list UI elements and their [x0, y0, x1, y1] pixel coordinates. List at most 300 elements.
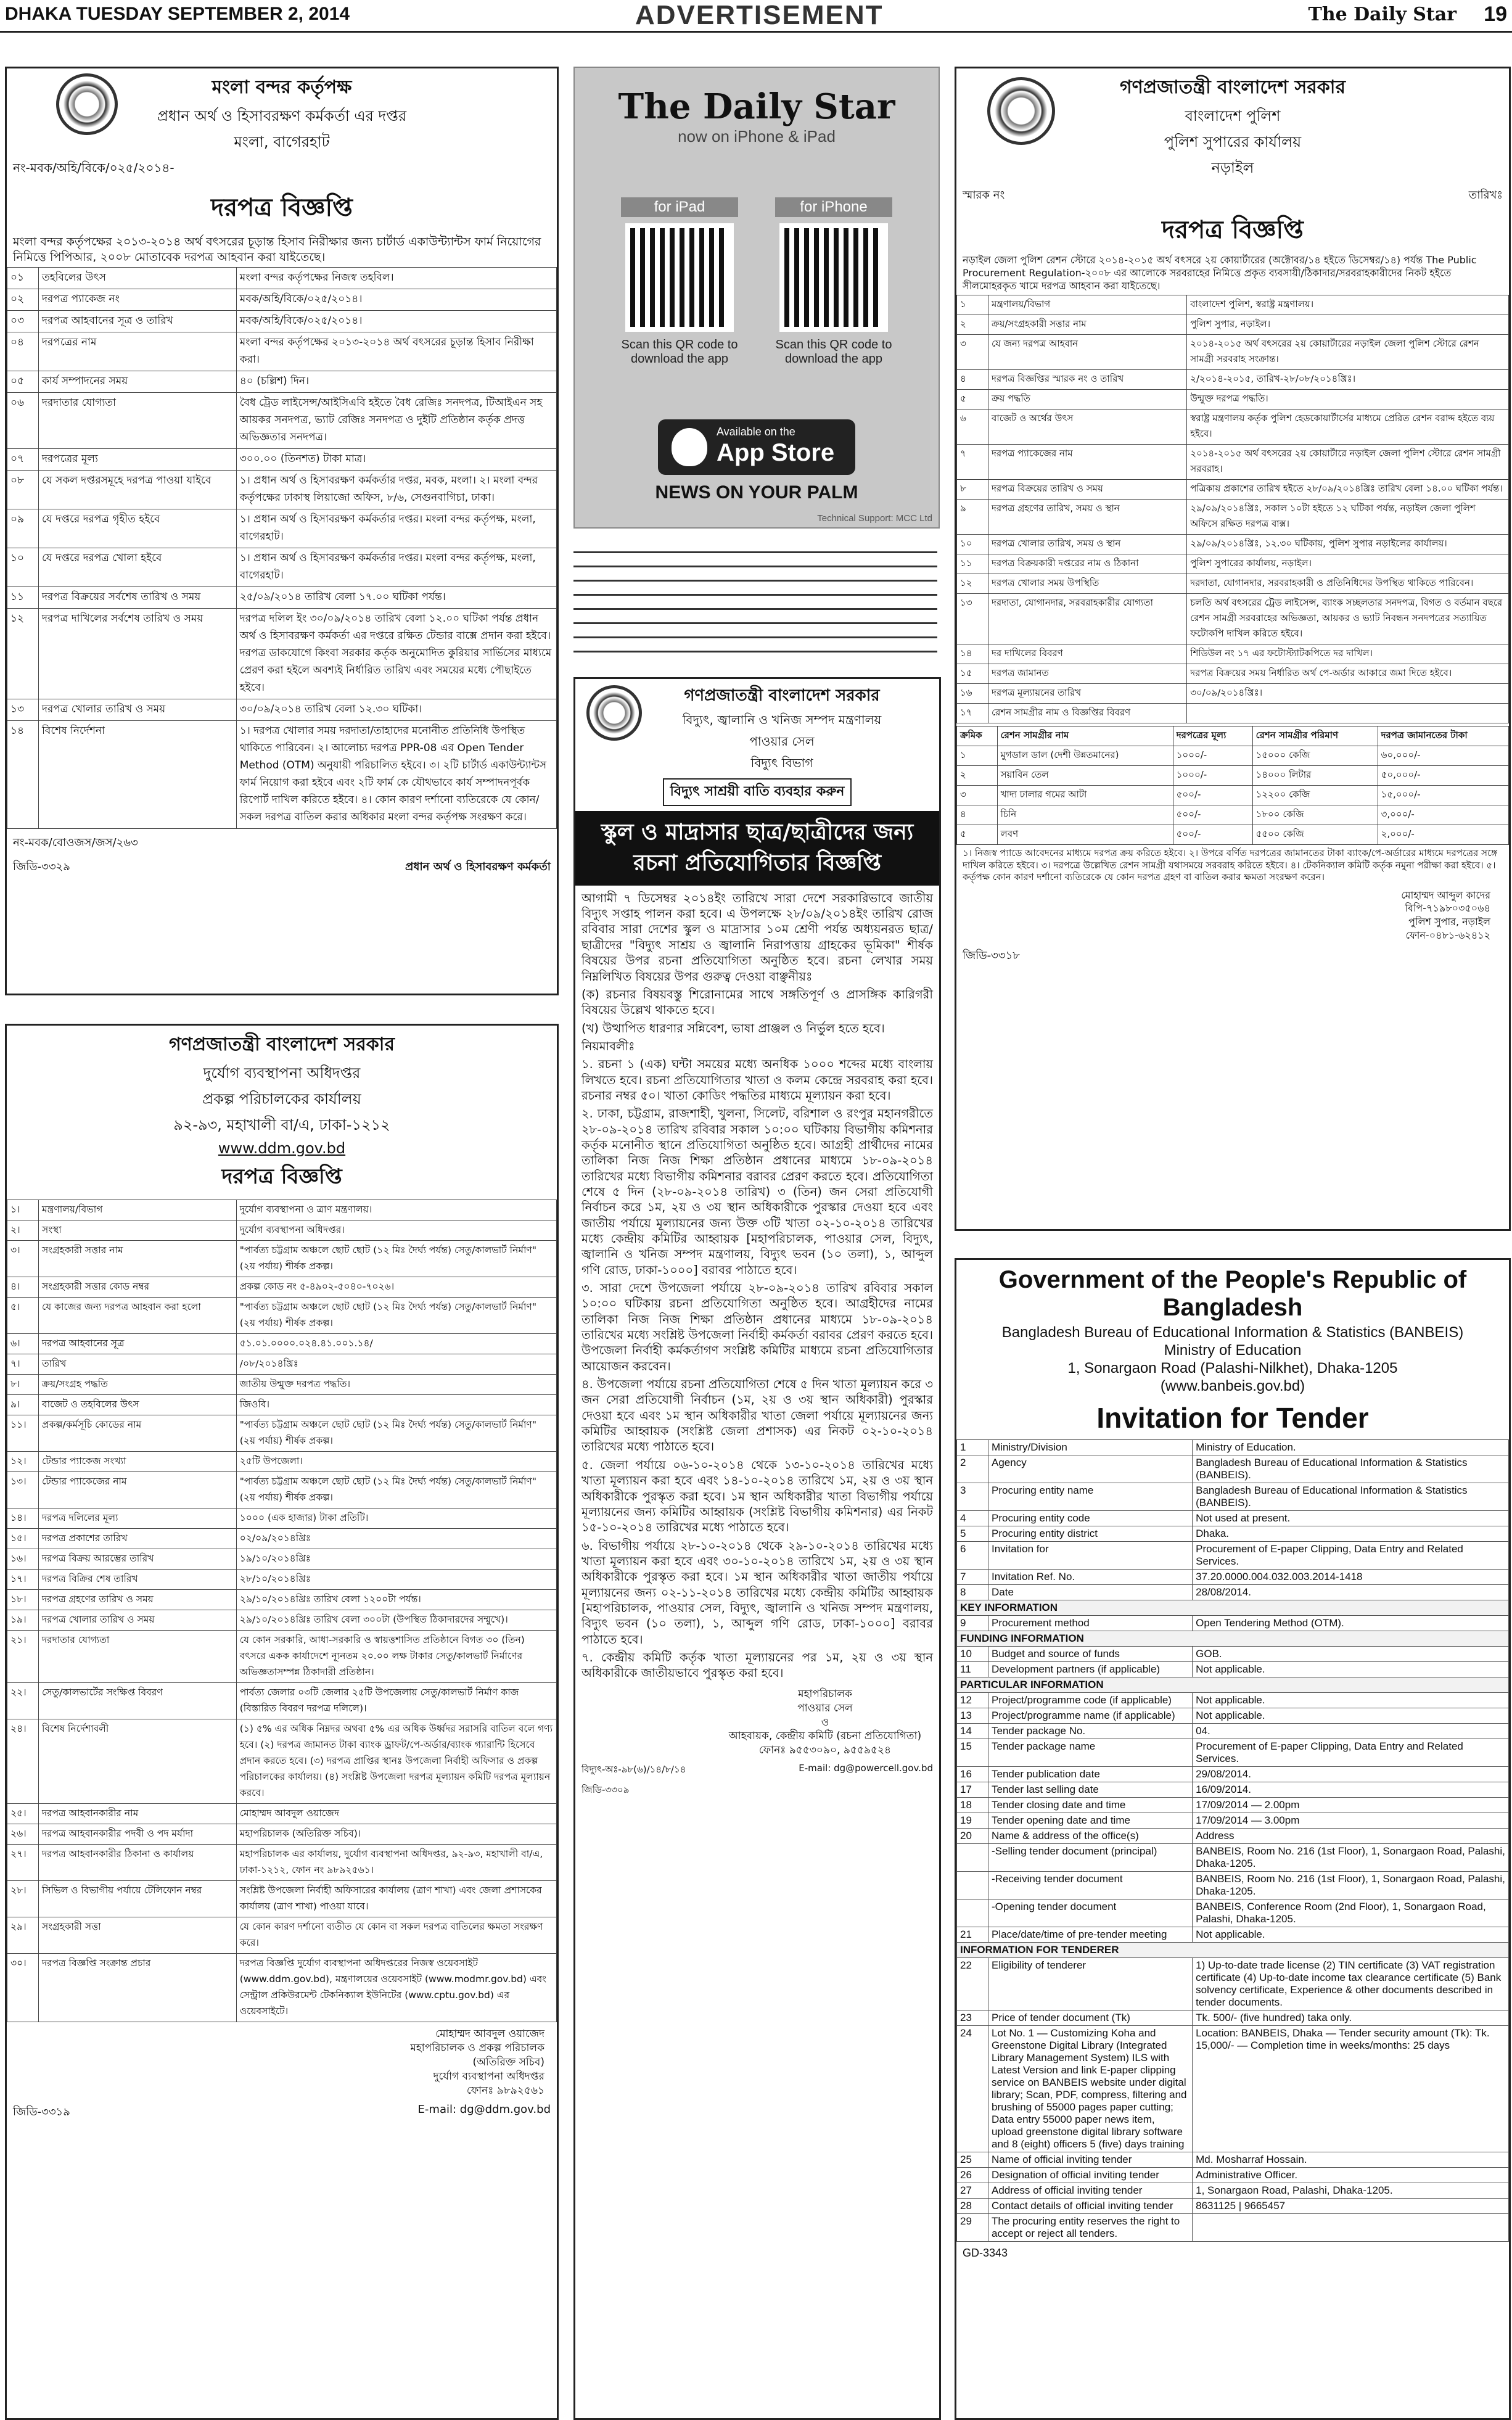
- items-row: [957, 766, 1509, 786]
- row-number: 3: [957, 1483, 988, 1511]
- table-row: [957, 390, 1509, 410]
- police-date: তারিখঃ: [1468, 189, 1503, 202]
- row-number: ৫।: [7, 1298, 39, 1334]
- row-number: 4: [957, 1511, 988, 1526]
- govt-seal-icon: [586, 685, 642, 741]
- items-cell: সয়াবিন তেল: [997, 766, 1173, 786]
- row-value: 37.20.0000.004.032.003.2014-1418: [1193, 1570, 1509, 1585]
- row-value: পুলিশ সুপার, নড়াইল।: [1187, 315, 1509, 335]
- row-label: দরদাতার যোগ্যতা: [39, 1631, 237, 1683]
- row-value: দরদাতা, যোগানদার, সরবরাহকারী ও প্রতিনিধিদের উপস্থিত থাকিতে পারিবেন।: [1187, 574, 1509, 594]
- police-tender-ad: [955, 67, 1511, 1231]
- row-label: সংগ্রহকারী সত্তার নাম: [39, 1241, 237, 1277]
- mongla-heading: দরপত্র বিজ্ঞপ্তি: [211, 194, 353, 222]
- iphone-qr-block: [775, 197, 892, 407]
- row-label: Tender opening date and time: [988, 1813, 1193, 1829]
- row-label: Invitation for: [988, 1542, 1193, 1570]
- row-label: বাজেট ও তহবিলের উৎস: [39, 1395, 237, 1415]
- banbeis-table: [956, 1439, 1509, 2242]
- row-number: 26: [957, 2168, 988, 2183]
- ddm-sign-desig: মহাপরিচালক ও প্রকল্প পরিচালক: [410, 2041, 544, 2054]
- table-row: [7, 587, 557, 609]
- row-value: BANBEIS, Conference Room (2nd Floor), 1, Sonargaon Road, Palashi, Dhaka-1205.: [1193, 1899, 1509, 1927]
- police-sign-phone: ফোন-০৪৮১-৬২৪১২: [1405, 929, 1490, 941]
- table-row: [7, 1220, 557, 1241]
- table-row: [957, 574, 1509, 594]
- row-number: ০৬: [7, 393, 39, 449]
- row-number: 2: [957, 1455, 988, 1483]
- table-row: [7, 509, 557, 548]
- section-header: KEY INFORMATION: [957, 1600, 1509, 1616]
- table-row: [7, 1472, 557, 1508]
- ipad-qr-block: [621, 197, 738, 407]
- row-number: ২৯।: [7, 1917, 39, 1954]
- row-number: 22: [957, 1958, 988, 2010]
- row-label: Name of official inviting tender: [988, 2152, 1193, 2168]
- row-value: দরপত্র বিক্রয়ের সময় নির্ধারিত অর্থ পে-অর্ডার আকারে জমা দিতে হইবে।: [1187, 664, 1509, 684]
- table-row: [957, 1677, 1509, 1693]
- row-value: Location: BANBEIS, Dhaka — Tender security amount (Tk): Tk. 15,000/- — Completion time in weeks/months: 25 days: [1193, 2026, 1509, 2152]
- row-number: [957, 1872, 988, 1899]
- table-row: [7, 1917, 557, 1954]
- row-label: দরপত্র গ্রহণের তারিখ ও সময়: [39, 1590, 237, 1610]
- row-number: 9: [957, 1616, 988, 1631]
- row-value: Not applicable.: [1193, 1927, 1509, 1943]
- mongla-table: [7, 267, 557, 829]
- row-number: ২: [957, 315, 988, 335]
- power-sign-1: মহাপরিচালক: [798, 1687, 852, 1700]
- row-number: ১৭: [957, 704, 988, 723]
- table-row: [957, 1782, 1509, 1798]
- table-row: [957, 370, 1509, 390]
- mongla-location: মংলা, বাগেরহাট: [234, 133, 330, 150]
- power-title: গণপ্রজাতন্ত্রী বাংলাদেশ সরকার: [684, 686, 880, 705]
- ddm-sign-rank: (অতিরিক্ত সচিব): [472, 2056, 544, 2068]
- row-label: Tender last selling date: [988, 1782, 1193, 1798]
- police-ref: স্মারক নং: [963, 189, 1005, 202]
- row-number: 25: [957, 2152, 988, 2168]
- row-number: ১২: [7, 609, 39, 699]
- row-value: উন্মুক্ত দরপত্র পদ্ধতি।: [1187, 390, 1509, 410]
- ddm-sub3: ৯২-৯৩, মহাখালী বা/এ, ঢাকা-১২১২: [173, 1116, 390, 1134]
- row-label: Date: [988, 1585, 1193, 1600]
- table-row: [7, 1590, 557, 1610]
- row-value: GOB.: [1193, 1647, 1509, 1662]
- section-header: FUNDING INFORMATION: [957, 1631, 1509, 1647]
- row-value: Tk. 500/- (five hundred) taka only.: [1193, 2010, 1509, 2026]
- row-value: ২৯/০৯/২০১৪খ্রিঃ, সকাল ১০টা হইতে ১২ ঘটিকা পর্যন্ত, নড়াইল জেলা পুলিশ অফিসে রক্ষিত দরপত্র বাক্স।: [1187, 500, 1509, 535]
- row-value: ২৫টি উপজেলা।: [236, 1452, 556, 1472]
- ration-items-table: [956, 726, 1509, 845]
- police-heading: দরপত্র বিজ্ঞপ্তি: [1162, 216, 1304, 244]
- row-number: ২৪।: [7, 1719, 39, 1804]
- row-number: ৬: [957, 410, 988, 445]
- row-value: 04.: [1193, 1724, 1509, 1739]
- table-row: [957, 664, 1509, 684]
- row-label: দরপত্র খোলার তারিখ ও সময়: [39, 1610, 237, 1631]
- row-value: ১০০০ (এক হাজার) টাকা প্রতিটি।: [236, 1508, 556, 1529]
- table-row: [957, 644, 1509, 664]
- row-label: Lot No. 1 — Customizing Koha and Greenstone Digital Library (Integrated Library Management System) ILS with Latest Version and link E-paper clipping service on BANBEIS website under digital library; Scan, PDF, compress, filtering and brushing of 55000 pages paper cutting; Data entry 55000 paper news item, upload greenstone digital library software and 8 (eight) officers 5 (five) days training: [988, 2026, 1193, 2152]
- row-number: ৭।: [7, 1354, 39, 1375]
- police-code: জিডি-৩৩১৮: [963, 949, 1020, 963]
- row-number: ৬।: [7, 1334, 39, 1354]
- items-header-cell: রেশন সামগ্রীর নাম: [997, 726, 1173, 746]
- row-value: 1, Sonargaon Road, Palashi, Dhaka-1205.: [1193, 2183, 1509, 2199]
- row-label: দরপত্র আহবানকারীর ঠিকানা ও কার্যালয়: [39, 1845, 237, 1881]
- iphone-label: for iPhone: [775, 197, 892, 217]
- row-label: Development partners (if applicable): [988, 1662, 1193, 1677]
- table-row: [7, 371, 557, 393]
- row-value: ১। দরপত্র খোলার সময় দরদাতা/তাহাদের মনোনীত প্রতিনিধি উপস্থিত থাকিতে পারিবেন। ২। আলোচ্য দরপত্র PPR-08 এর Open Tender Method (OTM) অনুযায়ী পরিচালিত হইবে। ৩। ২টি চার্টার্ড একাউন্ট্যান্টস ফার্ম নিয়োগ করা হইবে এবং ২টি ফার্ম কে যৌথভাবে কার্য সম্পাদনপূর্বক রিপোর্ট দাখিল করিতে হইবে। ৪। কোন কারণ দর্শানো ব্যতিরেকে যে কোন/সকল দরপত্র বাতিল করার অধিকার মংলা বন্দর কর্তৃপক্ষ সংরক্ষণ করে।: [236, 721, 556, 829]
- table-row: [957, 2199, 1509, 2214]
- items-cell: ৩: [957, 786, 998, 805]
- row-number: ২৬।: [7, 1824, 39, 1845]
- blank-rule-lines: [573, 539, 937, 665]
- ipad-label: for iPad: [621, 197, 738, 217]
- ddm-email[interactable]: E-mail: dg@ddm.gov.bd: [417, 2102, 551, 2116]
- table-row: [7, 1415, 557, 1452]
- row-number: ০৭: [7, 449, 39, 471]
- items-cell: ১০০০/-: [1173, 746, 1252, 766]
- ddm-sign-phone: ফোনঃ ৯৮৯২৫৬১: [466, 2084, 544, 2097]
- iphone-qr-code-icon[interactable]: [779, 223, 888, 332]
- row-number: ২।: [7, 1220, 39, 1241]
- row-label: যে জন্য দরপত্র আহবান: [988, 335, 1187, 370]
- table-row: [7, 721, 557, 829]
- items-header-cell: রেশন সামগ্রীর পরিমাণ: [1252, 726, 1378, 746]
- masthead: [0, 0, 1512, 33]
- ddm-sign-office: দুর্যোগ ব্যবস্থাপনা অধিদপ্তর: [433, 2070, 544, 2083]
- row-number: ৯।: [7, 1395, 39, 1415]
- power-sub2: পাওয়ার সেল: [749, 734, 815, 749]
- table-row: [7, 1610, 557, 1631]
- row-value: মবক/অহি/বিকে/০২৫/২০১৪।: [236, 289, 556, 311]
- table-row: [7, 1452, 557, 1472]
- row-number: ১৬।: [7, 1549, 39, 1570]
- table-row: [7, 1529, 557, 1549]
- row-number: 21: [957, 1927, 988, 1943]
- row-number: [957, 1844, 988, 1872]
- row-label: ক্রয় পদ্ধতি: [988, 390, 1187, 410]
- row-number: ৫: [957, 390, 988, 410]
- power-sign-3: ও: [821, 1716, 829, 1729]
- row-value: ২৮/১০/২০১৪খ্রিঃ: [236, 1570, 556, 1590]
- police-sign-desig: পুলিশ সুপার, নড়াইল: [1408, 916, 1490, 928]
- section-header: PARTICULAR INFORMATION: [957, 1677, 1509, 1693]
- row-label: যে দপ্তরে দরপত্র গৃহীত হইবে: [39, 509, 237, 548]
- table-row: [957, 535, 1509, 554]
- banbeis-website[interactable]: (www.banbeis.gov.bd): [1160, 1378, 1305, 1394]
- row-value: "পার্বত্য চট্টগ্রাম অঞ্চলে ছোট ছোট (১২ মিঃ দৈর্ঘ্য পর্যন্ত) সেতু/কালভার্ট নির্মাণ" (২য় পর্যায়) শীর্ষক প্রকল্প।: [236, 1415, 556, 1452]
- row-number: ১০: [957, 535, 988, 554]
- row-number: ১: [957, 295, 988, 315]
- mongla-signature: প্রধান অর্থ ও হিসাবরক্ষণ কর্মকর্তা: [405, 860, 551, 874]
- row-value: মহাপরিচালক এর কার্যালয়, দুর্যোগ ব্যবস্থাপনা অধিদপ্তর, ৯২-৯৩, মহাখালী বা/এ, ঢাকা-১২১২, ফোন নং ৯৮৯২৫৬১।: [236, 1845, 556, 1881]
- table-row: [957, 1693, 1509, 1708]
- power-paragraph: ৪. উপজেলা পর্যায়ে রচনা প্রতিযোগিতা শেষে ৫ দিন খাতা মূল্যায়ন করে ৩ জন সেরা প্রতিযোগী নির্বাচন (১ম, ২য় ও ৩য় স্থান অধিকারী) পুরস্কার দেওয়া হবে এবং ১ম স্থান অধিকারীর খাতা জেলা পর্যায়ে মূল্যায়নের জন্য কমিটির আহ্বায়ক (সংশ্লিষ্ট জেলা প্রশাসক) এর নিকট ০২-১০-২০১৪ তারিখের মধ্যে পাঠাতে হবে।: [581, 1377, 933, 1454]
- power-paragraph: ৭. কেন্দ্রীয় কমিটি কর্তৃক খাতা মূল্যায়নের পর ১ম, ২য় ও ৩য় স্থান অধিকারীকে জাতীয়ভাবে পুরস্কৃত করা হবে।: [581, 1650, 933, 1681]
- power-paragraph: ৩. সারা দেশে উপজেলা পর্যায়ে ২৮-০৯-২০১৪ তারিখ রবিবার সকাল ১০:০০ ঘটিকায় রচনা প্রতিযোগিতা অনুষ্ঠিত হবে। আগ্রহীদের নামের তালিকা নিজ নিজ শিক্ষা প্রতিষ্ঠান প্রধানের মাধ্যমে ১৮-০৯-২০১৪ তারিখের মধ্যে সংশ্লিষ্ট উপজেলা নির্বাহী কর্মকর্তা বরাবর প্রেরণ করতে হবে। উপজেলা নির্বাহী কর্মকর্তাগণ সংশ্লিষ্ট কমিটির মাধ্যমে রচনা প্রতিযোগিতার আয়োজন করবেন।: [581, 1281, 933, 1373]
- table-row: [957, 1585, 1509, 1600]
- row-number: 23: [957, 2010, 988, 2026]
- row-value: দরপত্র বিজ্ঞপ্তি দুর্যোগ ব্যবস্থাপনা অধিদপ্তরের নিজস্ব ওয়েবসাইট (www.ddm.gov.bd), মন্ত্রণালয়ের ওয়েবসাইট (www.modmr.gov.bd) এবং সেন্ট্রাল প্রকিউরমেন্ট টেকনিক্যাল ইউনিটের (www.cptu.gov.bd) এর ওয়েবসাইটে।: [236, 1954, 556, 2022]
- row-value: মংলা বন্দর কর্তৃপক্ষের ২০১৩-২০১৪ অর্থ বৎসরের চূড়ান্ত হিসাব নিরীক্ষা করা।: [236, 332, 556, 371]
- row-number: 18: [957, 1798, 988, 1813]
- table-row: [7, 548, 557, 587]
- ipad-qr-code-icon[interactable]: [625, 223, 734, 332]
- police-title: গণপ্রজাতন্ত্রী বাংলাদেশ সরকার: [1120, 76, 1346, 98]
- mongla-title: মংলা বন্দর কর্তৃপক্ষ: [212, 76, 352, 98]
- row-value: দুর্যোগ ব্যবস্থাপনা অধিদপ্তর।: [236, 1220, 556, 1241]
- table-row: [957, 1570, 1509, 1585]
- items-cell: ২,০০০/-: [1378, 825, 1508, 845]
- items-cell: ৫০,০০০/-: [1378, 766, 1508, 786]
- row-label: সিভিল ও বিভাগীয় পর্যায়ে টেলিফোন নম্বর: [39, 1881, 237, 1917]
- table-row: [957, 1600, 1509, 1616]
- banbeis-code: GD-3343: [963, 2247, 1008, 2259]
- row-number: ২২।: [7, 1683, 39, 1719]
- police-table: [956, 295, 1509, 723]
- table-row: [957, 1616, 1509, 1631]
- row-label: Designation of official inviting tender: [988, 2168, 1193, 2183]
- row-label: টেন্ডার প্যাকেজের নাম: [39, 1472, 237, 1508]
- row-number: ০৪: [7, 332, 39, 371]
- row-label: যে সকল দপ্তরসমূহে দরপত্র পাওয়া যাইবে: [39, 471, 237, 509]
- mongla-tender-ad: [5, 67, 559, 995]
- table-row: [7, 1200, 557, 1220]
- row-label: দরপত্র আহবানের সূত্র ও তারিখ: [39, 311, 237, 332]
- row-label: দরদাতা, যোগানদার, সরবরাহকারীর যোগ্যতা: [988, 594, 1187, 644]
- row-label: Budget and source of funds: [988, 1647, 1193, 1662]
- row-label: দরপত্র গ্রহণের তারিখ, সময় ও স্থান: [988, 500, 1187, 535]
- row-label: দরপত্র বিক্রয়ের তারিখ ও সময়: [988, 480, 1187, 500]
- table-row: [7, 1508, 557, 1529]
- items-cell: ১২২০০ কেজি: [1252, 786, 1378, 805]
- table-row: [957, 1662, 1509, 1677]
- power-paragraph: ১. রচনা ১ (এক) ঘন্টা সময়ের মধ্যে অনধিক ১০০০ শব্দের মধ্যে বাংলায় লিখতে হবে। রচনা প্রতিযোগিতার খাতা ও কলম কেন্দ্রে সরবরাহ করা হবে। রচনার নম্বর ৫০। খাতা কোডিং পদ্ধতির মাধ্যমে মূল্যায়ন করা হবে।: [581, 1057, 933, 1103]
- row-label: Procurement method: [988, 1616, 1193, 1631]
- row-value: ২/২০১৪-২০১৫, তারিখ-২৮/০৮/২০১৪খ্রিঃ।: [1187, 370, 1509, 390]
- police-emblem-icon: [987, 77, 1055, 145]
- table-row: [7, 311, 557, 332]
- row-number: ১৩: [7, 699, 39, 721]
- row-number: ১৩: [957, 594, 988, 644]
- row-label: The procuring entity reserves the right to accept or reject all tenders.: [988, 2214, 1193, 2242]
- row-label: দরপত্র বিজ্ঞপ্তির স্মারক নং ও তারিখ: [988, 370, 1187, 390]
- row-number: ১২: [957, 574, 988, 594]
- items-cell: ৪: [957, 805, 998, 825]
- banbeis-sub3: 1, Sonargaon Road (Palashi-Nilkhet), Dhaka-1205: [1067, 1360, 1398, 1377]
- table-row: [957, 335, 1509, 370]
- row-value: ১। প্রধান অর্থ ও হিসাবরক্ষণ কর্মকর্তার দপ্তর, মবক, মংলা। ২। মংলা বন্দর কর্তৃপক্ষের ঢাকাস্থ লিয়াজো অফিস, ৮/৬, সেগুনবাগিচা, ঢাকা।: [236, 471, 556, 509]
- row-value: Not used at present.: [1193, 1511, 1509, 1526]
- items-cell: ৩,০০০/-: [1378, 805, 1508, 825]
- row-value: "পার্বত্য চট্টগ্রাম অঞ্চলে ছোট ছোট (১২ মিঃ দৈর্ঘ্য পর্যন্ত) সেতু/কালভার্ট নির্মাণ" (২য় পর্যায়) শীর্ষক প্রকল্প।: [236, 1298, 556, 1334]
- row-value: Open Tendering Method (OTM).: [1193, 1616, 1509, 1631]
- row-value: যে কোন সরকারি, আধা-সরকারি ও স্বায়ত্তশাসিত প্রতিষ্ঠানে বিগত ৩০ (তিন) বৎসরে একক কার্যাদেশে ন্যূনতম ২০.০০ লক্ষ টাকার সেতু/কালভার্ট নির্মাণের অভিজ্ঞতাসম্পন্ন ঠিকাদারী প্রতিষ্ঠান।: [236, 1631, 556, 1683]
- table-row: [7, 1549, 557, 1570]
- row-label: দরপত্র খোলার তারিখ ও সময়: [39, 699, 237, 721]
- row-value: BANBEIS, Room No. 216 (1st Floor), 1, Sonargaon Road, Palashi, Dhaka-1205.: [1193, 1844, 1509, 1872]
- row-value: ৪০ (চল্লিশ) দিন।: [236, 371, 556, 393]
- row-number: ০২: [7, 289, 39, 311]
- table-row: [957, 1647, 1509, 1662]
- row-label: দরপত্রের মূল্য: [39, 449, 237, 471]
- row-value: দরপত্র দলিল ইং ৩০/০৯/২০১৪ তারিখ বেলা ১২.০০ ঘটিকা পর্যন্ত প্রধান অর্থ ও হিসাবরক্ষণ কর্মকর্তা এর দপ্তরে রক্ষিত টেন্ডার বাক্সে প্রদান করা হইবে। দরপত্র ডাকযোগে কিংবা সরকার কর্তৃক অনুমোদিত কুরিয়ার সার্ভিসের মাধ্যমে প্রেরণ করা হইলে অবশ্যই নির্ধারিত তারিখ এবং সময়ের মধ্যে পৌছাইতে হইবে।: [236, 609, 556, 699]
- row-number: ৪।: [7, 1277, 39, 1298]
- mongla-code: জিডি-৩৩২৯: [13, 860, 70, 874]
- table-row: [7, 471, 557, 509]
- row-number: ০৯: [7, 509, 39, 548]
- items-cell: ৫৫০০ কেজি: [1252, 825, 1378, 845]
- app-store-button[interactable]: [658, 419, 855, 475]
- row-label: দরপত্র বিজ্ঞপ্তি সংক্রান্ত প্রচার: [39, 1954, 237, 2022]
- ddm-table: [7, 1200, 557, 2022]
- table-row: [957, 2152, 1509, 2168]
- row-value: মবক/অহি/বিকে/০২৫/২০১৪।: [236, 311, 556, 332]
- table-row: [7, 699, 557, 721]
- table-row: [7, 1395, 557, 1415]
- table-row: [957, 1739, 1509, 1767]
- table-row: [7, 1241, 557, 1277]
- row-value: জিওবি।: [236, 1395, 556, 1415]
- items-cell: খাদ্য ঢালার গমের আটা: [997, 786, 1173, 805]
- table-row: [957, 2183, 1509, 2199]
- row-label: মন্ত্রণালয়/বিভাগ: [988, 295, 1187, 315]
- row-value: 1) Up-to-date trade license (2) TIN certificate (3) VAT registration certificate (4) Up-to-date income tax clearance certificate (5) Bank solvency certificate, Experience & other documents described in tender documents.: [1193, 1958, 1509, 2010]
- row-label: দরপত্র দলিলের মূল্য: [39, 1508, 237, 1529]
- row-value: Procurement of E-paper Clipping, Data Entry and Related Services.: [1193, 1542, 1509, 1570]
- items-header-cell: দরপত্রের মূল্য: [1173, 726, 1252, 746]
- row-value: Procurement of E-paper Clipping, Data Entry and Related Services.: [1193, 1739, 1509, 1767]
- daily-star-app-ad: [573, 67, 940, 529]
- row-label: দরপত্র আহবানকারীর পদবী ও পদ মর্যাদা: [39, 1824, 237, 1845]
- table-row: [957, 480, 1509, 500]
- table-row: [7, 1354, 557, 1375]
- table-row: [7, 1719, 557, 1804]
- row-number: ০১: [7, 268, 39, 289]
- table-row: [7, 289, 557, 311]
- table-row: [957, 594, 1509, 644]
- row-value: যে কোন কারণ দর্শানো ব্যতীত যে কোন বা সকল দরপত্র বাতিলের ক্ষমতা সংরক্ষণ করে।: [236, 1917, 556, 1954]
- ddm-website-link[interactable]: www.ddm.gov.bd: [218, 1140, 346, 1157]
- table-row: [957, 1844, 1509, 1872]
- row-label: Address of official inviting tender: [988, 2183, 1193, 2199]
- row-label: রেশন সামগ্রীর নাম ও বিজ্ঞপ্তির বিবরণ: [988, 704, 1187, 723]
- row-number: ১৪: [7, 721, 39, 829]
- ipad-qr-caption: Scan this QR code to download the app: [621, 338, 738, 366]
- daily-star-logo: The Daily Star: [618, 86, 895, 127]
- row-value: বৈধ ট্রেড লাইসেন্স/আইসিএবি হইতে বৈধ রেজিঃ সনদপত্র, টিআইএন সহ আয়কর সনদপত্র, ভ্যাট রেজিঃ সনদপত্র ও দুইটি প্রতিষ্ঠান কর্তৃক প্রদত্ত অভিজ্ঞতার সনদপত্র।: [236, 393, 556, 449]
- power-signature: [711, 1687, 939, 1758]
- table-row: [957, 1542, 1509, 1570]
- daily-star-slogan: NEWS ON YOUR PALM: [655, 482, 858, 503]
- row-value: প্রকল্প কোড নং ৫-৪৯০২-৫০৪০-৭০২৬।: [236, 1277, 556, 1298]
- row-value: Dhaka.: [1193, 1526, 1509, 1542]
- row-value: 17/09/2014 — 3.00pm: [1193, 1813, 1509, 1829]
- row-number: ৭: [957, 445, 988, 480]
- row-value: 17/09/2014 — 2.00pm: [1193, 1798, 1509, 1813]
- power-sign-5: ফোনঃ ৯৫৫৩০৯০, ৯৫৫৯৫২৪: [758, 1744, 892, 1757]
- items-cell: ৫: [957, 825, 998, 845]
- mongla-subtitle: প্রধান অর্থ ও হিসাবরক্ষণ কর্মকর্তা এর দপ্তর: [157, 107, 407, 125]
- row-number: 15: [957, 1739, 988, 1767]
- power-cell-essay-ad: [573, 677, 941, 2420]
- row-value: 28/08/2014.: [1193, 1585, 1509, 1600]
- table-row: [957, 1927, 1509, 1943]
- power-sub1: বিদ্যুৎ, জ্বালানি ও খনিজ সম্পদ মন্ত্রণালয়: [682, 712, 882, 727]
- row-number: ২১।: [7, 1631, 39, 1683]
- row-label: দরপত্র খোলার সময় উপস্থিতি: [988, 574, 1187, 594]
- row-label: -Opening tender document: [988, 1899, 1193, 1927]
- items-header-row: [957, 726, 1509, 746]
- table-row: [957, 1829, 1509, 1844]
- row-number: 19: [957, 1813, 988, 1829]
- row-label: দরপত্র দাখিলের সর্বশেষ তারিখ ও সময়: [39, 609, 237, 699]
- row-number: ১৪।: [7, 1508, 39, 1529]
- row-label: প্রকল্প/কর্মসূচি কোডের নাম: [39, 1415, 237, 1452]
- row-label: দরপত্র প্রকাশের তারিখ: [39, 1529, 237, 1549]
- masthead-logo: The Daily Star: [1308, 4, 1457, 25]
- table-row: [7, 1881, 557, 1917]
- table-row: [7, 1954, 557, 2022]
- row-label: Tender closing date and time: [988, 1798, 1193, 1813]
- row-label: Tender package name: [988, 1739, 1193, 1767]
- table-row: [957, 1943, 1509, 1958]
- power-code: জিডি-৩৩০৯: [581, 1784, 630, 1796]
- row-value: ০২/০৯/২০১৪খ্রিঃ: [236, 1529, 556, 1549]
- row-value: ২৫/০৯/২০১৪ তারিখ বেলা ১৭.০০ ঘটিকা পর্যন্ত।: [236, 587, 556, 609]
- row-value: ২৯/০৯/২০১৪খ্রিঃ, ১২.৩০ ঘটিকায়, পুলিশ সুপার নড়াইলের কার্যালয়।: [1187, 535, 1509, 554]
- row-number: ১৩।: [7, 1472, 39, 1508]
- row-label: Place/date/time of pre-tender meeting: [988, 1927, 1193, 1943]
- section-header: INFORMATION FOR TENDERER: [957, 1943, 1509, 1958]
- row-label: দরপত্র বিক্রয়ের সর্বশেষ তারিখ ও সময়: [39, 587, 237, 609]
- row-value: ৩০/০৯/২০১৪ তারিখ বেলা ১২.৩০ ঘটিকা।: [236, 699, 556, 721]
- banbeis-sub1: Bangladesh Bureau of Educational Information & Statistics (BANBEIS): [1001, 1324, 1464, 1341]
- row-label: Name & address of the office(s): [988, 1829, 1193, 1844]
- row-number: 8: [957, 1585, 988, 1600]
- items-cell: ৫০০/-: [1173, 825, 1252, 845]
- row-value: ১। প্রধান অর্থ ও হিসাবরক্ষণ কর্মকর্তার দপ্তর। মংলা বন্দর কর্তৃপক্ষ, মংলা, বাগেরহাট।: [236, 509, 556, 548]
- police-signature: [975, 889, 1490, 942]
- power-email[interactable]: E-mail: dg@powercell.gov.bd: [799, 1763, 933, 1774]
- row-number: 14: [957, 1724, 988, 1739]
- row-label: সেতু/কালভার্টের সংক্ষিপ্ত বিবরণ: [39, 1683, 237, 1719]
- row-number: 24: [957, 2026, 988, 2152]
- row-label: দর দাখিলের বিবরণ: [988, 644, 1187, 664]
- row-value: মংলা বন্দর কর্তৃপক্ষের নিজস্ব তহবিল।: [236, 268, 556, 289]
- power-saving-notice: বিদ্যুৎ সাশ্রয়ী বাতি ব্যবহার করুন: [663, 778, 852, 806]
- police-sub2: পুলিশ সুপারের কার্যালয়: [1164, 133, 1302, 150]
- items-cell: ৫০০/-: [1173, 805, 1252, 825]
- items-header-cell: ক্রমিক: [957, 726, 998, 746]
- row-label: যে কাজের জন্য দরপত্র আহবান করা হলো: [39, 1298, 237, 1334]
- daily-star-tagline: now on iPhone & iPad: [678, 127, 836, 146]
- row-value: ৫১.০১.০০০০.০২৪.৪১.০০১.১৪/: [236, 1334, 556, 1354]
- table-row: [7, 1298, 557, 1334]
- items-header-cell: দরপত্র জামানতের টাকা: [1378, 726, 1508, 746]
- row-value: ৩০০.০০ (তিনশত) টাকা মাত্র।: [236, 449, 556, 471]
- row-number: 27: [957, 2183, 988, 2199]
- banbeis-sub2: Ministry of Education: [1164, 1342, 1302, 1359]
- table-row: [957, 2026, 1509, 2152]
- row-label: Agency: [988, 1455, 1193, 1483]
- row-number: ১।: [7, 1200, 39, 1220]
- row-label: ক্রয়/সংগ্রহকারী সত্তার নাম: [988, 315, 1187, 335]
- table-row: [957, 500, 1509, 535]
